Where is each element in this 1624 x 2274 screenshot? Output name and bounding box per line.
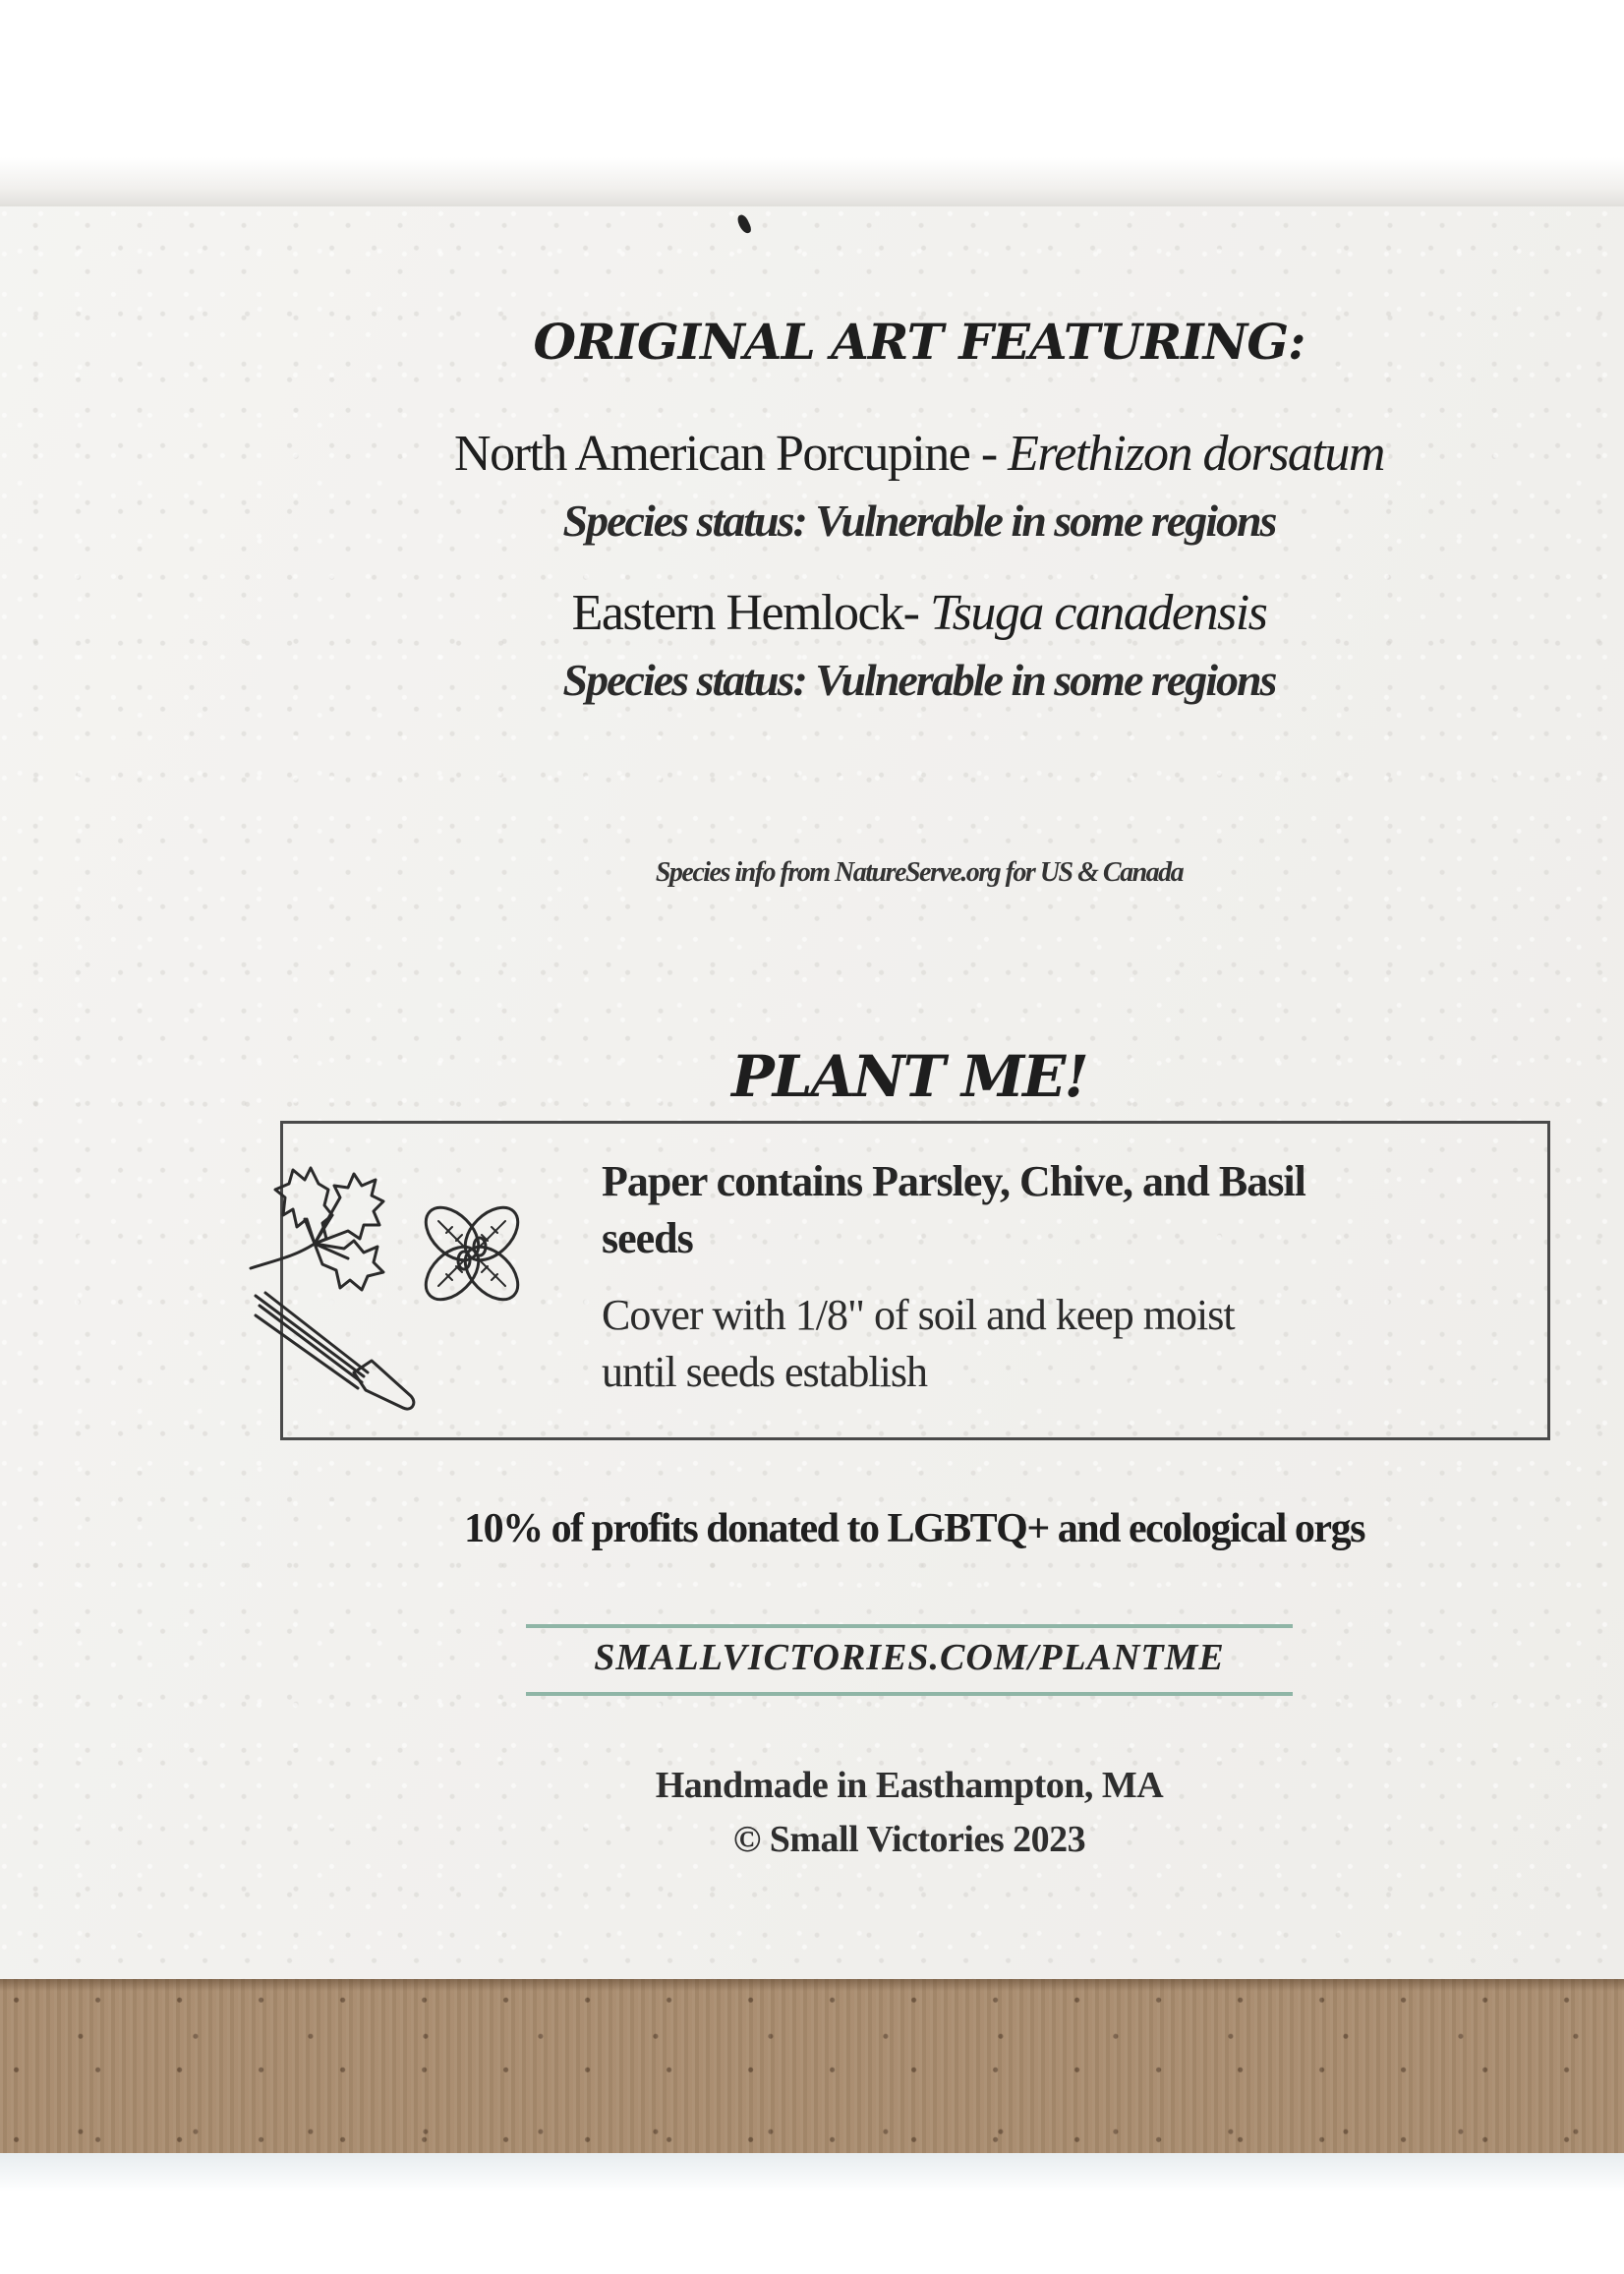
herb-icons — [246, 1150, 570, 1426]
website-url[interactable]: SMALLVICTORIES.COM/PLANTME — [594, 1637, 1225, 1678]
chive-icon — [256, 1293, 414, 1409]
species-status-hemlock: Species status: Vulnerable in some regions — [562, 655, 1276, 705]
featuring-title: ORIGINAL ART FEATURING: — [533, 313, 1305, 371]
species-porcupine — [197, 423, 1624, 486]
species-scientific-name: Erethizon dorsatum — [1008, 426, 1384, 482]
url-bottom-rule — [526, 1692, 1293, 1696]
made-in-location: Handmade in Easthampton, MA — [655, 1765, 1164, 1806]
species-hemlock — [197, 582, 1624, 645]
species-scientific-name: Tsuga canadensis — [929, 585, 1267, 641]
species-common-name: Eastern Hemlock- — [571, 585, 930, 641]
plant-me-heading: PLANT ME! — [731, 1043, 1087, 1110]
basil-icon — [416, 1197, 528, 1310]
parsley-icon — [251, 1168, 383, 1290]
seed-contents-line-1: Paper contains Parsley, Chive, and Basil — [602, 1157, 1305, 1205]
seed-contents-line-2: seeds — [602, 1214, 693, 1262]
planting-instruction-line-1: Cover with 1/8" of soil and keep moist — [602, 1291, 1235, 1339]
kraft-bottom-shadow — [0, 2153, 1624, 2192]
kraft-envelope-strip — [0, 1979, 1624, 2153]
url-top-rule — [526, 1624, 1293, 1628]
species-common-name: North American Porcupine - — [454, 426, 1009, 482]
donation-statement: 10% of profits donated to LGBTQ+ and ecological orgs — [464, 1506, 1364, 1551]
copyright-notice: © Small Victories 2023 — [732, 1819, 1086, 1860]
planting-instruction-line-2: until seeds establish — [602, 1348, 927, 1396]
species-status-porcupine: Species status: Vulnerable in some regions — [562, 496, 1276, 546]
species-source-note: Species info from NatureServe.org for US & Canada — [655, 857, 1184, 888]
card-top-shadow — [0, 157, 1624, 208]
